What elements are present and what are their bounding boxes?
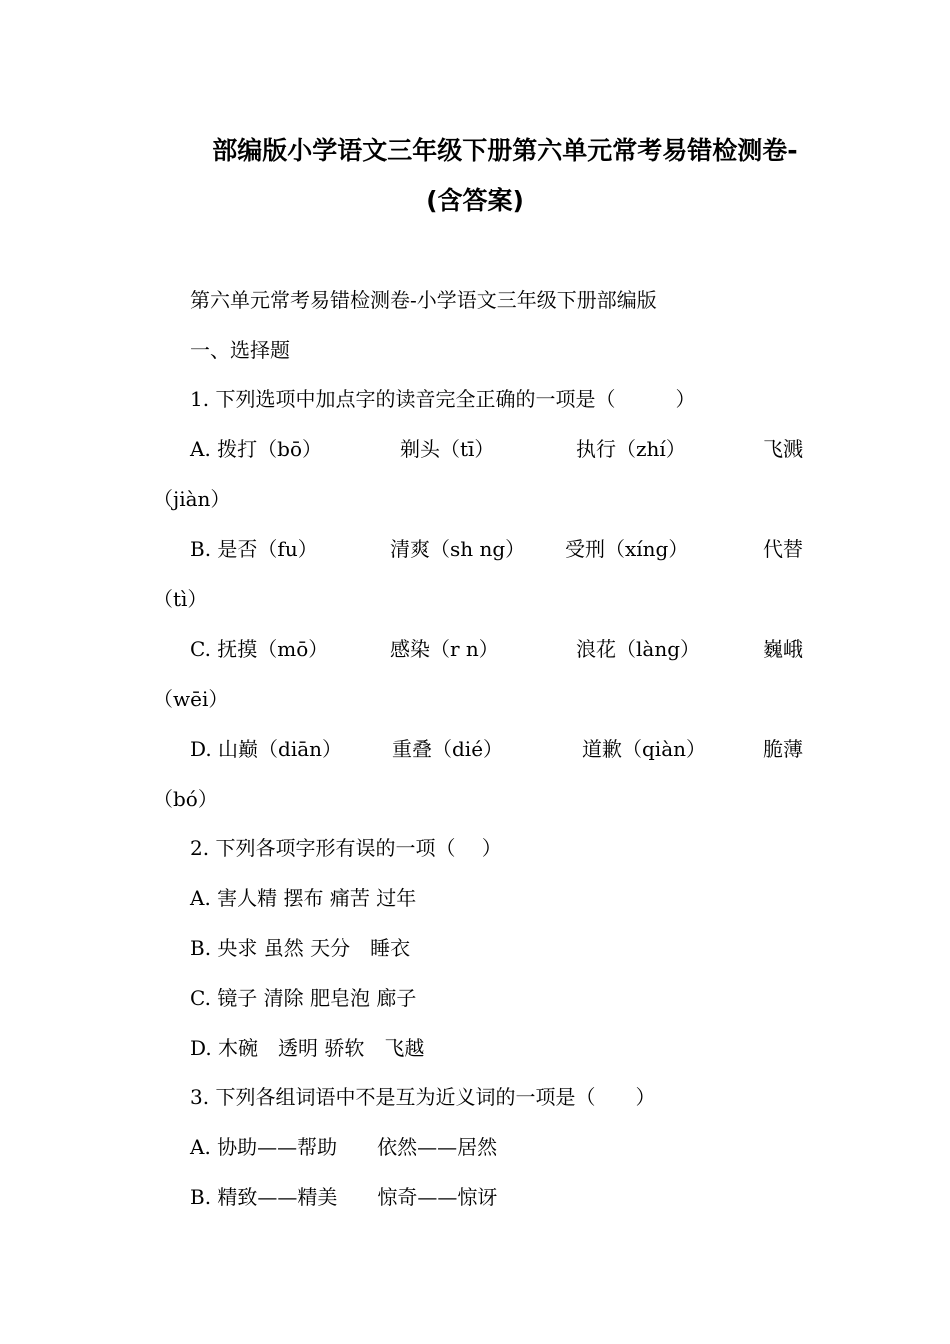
- document-title-line-2: (含答案): [426, 186, 524, 215]
- q1-option-c-word-4: 巍峨: [763, 637, 803, 661]
- q1-option-d-word-2: 重叠（dié）: [392, 737, 504, 761]
- question-3-stem: 3. 下列各组词语中不是互为近义词的一项是（ ）: [190, 1085, 656, 1109]
- q3-option-a: A. 协助——帮助 依然——居然: [190, 1135, 498, 1159]
- q1-option-a-continued: （jiàn）: [153, 487, 231, 511]
- q1-option-b-word-2: 清爽（sh ng）: [390, 537, 526, 561]
- q1-option-a-word-4: 飞溅: [763, 437, 803, 461]
- q1-option-b-word-3: 受刑（xíng）: [565, 537, 689, 561]
- q1-option-d-continued: （bó）: [153, 787, 218, 811]
- q1-option-d-word-3: 道歉（qiàn）: [582, 737, 707, 761]
- q1-option-d-word-4: 脆薄: [763, 737, 803, 761]
- question-2-stem: 2. 下列各项字形有误的一项（ ）: [190, 836, 502, 860]
- q1-option-c-continued: （wēi）: [153, 687, 229, 711]
- q1-option-b-continued: （tì）: [153, 587, 208, 611]
- subtitle: 第六单元常考易错检测卷-小学语文三年级下册部编版: [190, 288, 657, 312]
- q1-option-d-word-1: D. 山巅（diān）: [190, 737, 343, 761]
- section-heading: 一、选择题: [190, 338, 290, 362]
- q2-option-a: A. 害人精 摆布 痛苦 过年: [190, 886, 417, 910]
- q1-option-c-word-2: 感染（r n）: [390, 637, 499, 661]
- q1-option-c-word-3: 浪花（làng）: [576, 637, 701, 661]
- document-title-line-1: 部编版小学语文三年级下册第六单元常考易错检测卷-: [212, 136, 798, 165]
- q2-option-b: B. 央求 虽然 天分 睡衣: [190, 936, 411, 960]
- q1-option-a-word-3: 执行（zhí）: [576, 437, 686, 461]
- q2-option-c: C. 镜子 清除 肥皂泡 廊子: [190, 986, 417, 1010]
- q1-option-b-word-1: B. 是否（fu）: [190, 537, 318, 561]
- q1-option-a-word-1: A. 拨打（bō）: [190, 437, 323, 461]
- question-1-stem: 1. 下列选项中加点字的读音完全正确的一项是（ ）: [190, 387, 696, 411]
- q3-option-b: B. 精致——精美 惊奇——惊讶: [190, 1185, 498, 1209]
- q2-option-d: D. 木碗 透明 骄软 飞越: [190, 1036, 425, 1060]
- q1-option-c-word-1: C. 抚摸（mō）: [190, 637, 329, 661]
- q1-option-a-word-2: 剃头（tī）: [400, 437, 495, 461]
- q1-option-b-word-4: 代替: [763, 537, 803, 561]
